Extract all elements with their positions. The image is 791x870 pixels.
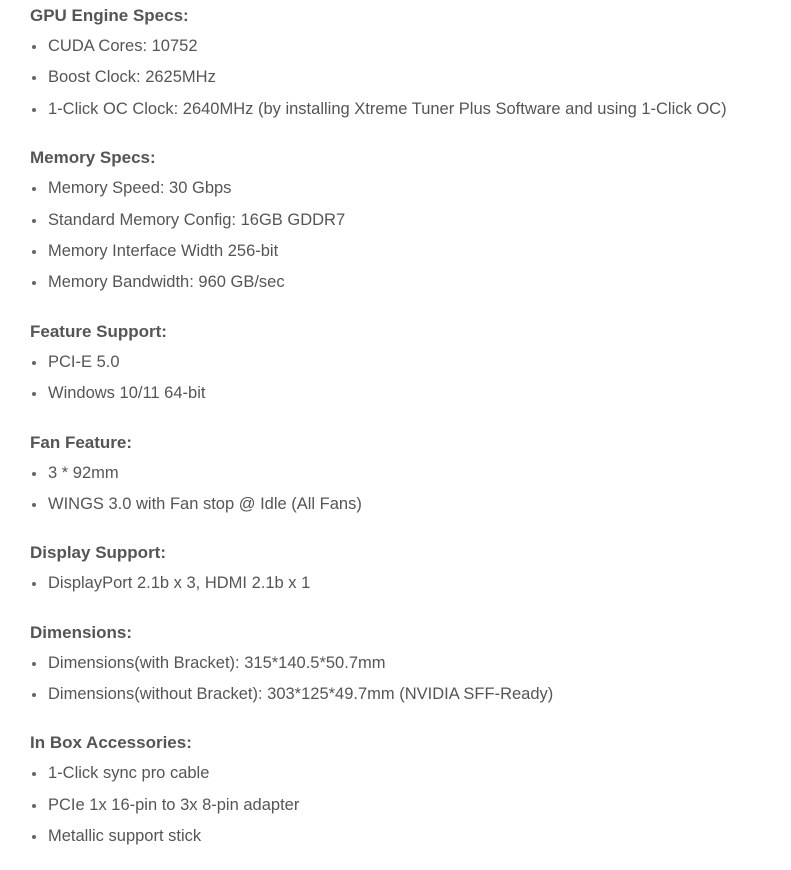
bullet-icon bbox=[32, 582, 36, 586]
section-heading: GPU Engine Specs: bbox=[30, 6, 189, 25]
spec-text: Memory Speed: 30 Gbps bbox=[48, 179, 232, 198]
spec-text: Memory Bandwidth: 960 GB/sec bbox=[48, 273, 285, 292]
list-item bbox=[30, 458, 785, 489]
spec-list bbox=[30, 347, 785, 410]
section-heading: In Box Accessories: bbox=[30, 733, 192, 753]
bullet-icon bbox=[32, 108, 36, 112]
spec-list bbox=[30, 31, 785, 125]
spec-text: 1-Click sync pro cable bbox=[48, 764, 210, 783]
spec-text: Dimensions(with Bracket): 315*140.5*50.7mm bbox=[48, 653, 386, 672]
spec-list bbox=[30, 568, 785, 599]
section-heading: Dimensions: bbox=[30, 622, 133, 642]
list-item bbox=[30, 31, 785, 62]
bullet-icon bbox=[32, 187, 36, 191]
list-item bbox=[30, 568, 785, 599]
spec-text: WINGS 3.0 with Fan stop @ Idle (All Fans) bbox=[48, 494, 362, 513]
bullet-icon bbox=[32, 835, 36, 839]
spec-text: Memory Interface Width 256-bit bbox=[48, 241, 279, 260]
bullet-icon bbox=[32, 804, 36, 808]
spec-text: PCIe 1x 16-pin to 3x 8-pin adapter bbox=[48, 795, 300, 814]
bullet-icon bbox=[32, 693, 36, 697]
spec-text: 1-Click OC Clock: 2640MHz (by installing Xtreme Tuner Plus Software and using 1-Click OC) bbox=[48, 99, 727, 118]
list-item bbox=[30, 758, 785, 789]
bullet-icon bbox=[32, 219, 36, 223]
section-heading: Memory Specs: bbox=[30, 148, 156, 168]
spec-list bbox=[30, 758, 785, 852]
list-item bbox=[30, 648, 785, 679]
bullet-icon bbox=[32, 472, 36, 476]
list-item bbox=[30, 94, 785, 125]
spec-text: DisplayPort 2.1b x 3, HDMI 2.1b x 1 bbox=[48, 574, 311, 593]
section-heading: Fan Feature: bbox=[30, 432, 133, 452]
section-heading: Display Support: bbox=[30, 543, 167, 563]
spec-list bbox=[30, 648, 785, 711]
bullet-icon bbox=[32, 250, 36, 254]
bullet-icon bbox=[32, 503, 36, 507]
list-item bbox=[30, 267, 785, 298]
spec-text: 3 * 92mm bbox=[48, 463, 119, 482]
list-item bbox=[30, 790, 785, 821]
list-item bbox=[30, 821, 785, 852]
list-item bbox=[30, 205, 785, 236]
spec-text: Windows 10/11 64-bit bbox=[48, 384, 206, 403]
section-display-support bbox=[30, 537, 785, 599]
bullet-icon bbox=[32, 45, 36, 49]
list-item bbox=[30, 62, 785, 93]
section-in-box-accessories bbox=[30, 727, 785, 852]
section-heading: Feature Support: bbox=[30, 321, 167, 341]
list-item bbox=[30, 347, 785, 378]
bullet-icon bbox=[32, 76, 36, 80]
bullet-icon bbox=[32, 392, 36, 396]
list-item bbox=[30, 679, 785, 710]
section-dimensions bbox=[30, 617, 785, 711]
bullet-icon bbox=[32, 662, 36, 666]
spec-list bbox=[30, 458, 785, 521]
bullet-icon bbox=[32, 281, 36, 285]
spec-text: PCI-E 5.0 bbox=[48, 352, 120, 371]
spec-text: Dimensions(without Bracket): 303*125*49.7mm (NVIDIA SFF-Ready) bbox=[48, 685, 554, 704]
section-gpu-engine-specs bbox=[30, 0, 785, 125]
bullet-icon bbox=[32, 361, 36, 365]
spec-text: Standard Memory Config: 16GB GDDR7 bbox=[48, 210, 346, 229]
section-feature-support bbox=[30, 316, 785, 410]
list-item bbox=[30, 489, 785, 520]
spec-text: CUDA Cores: 10752 bbox=[48, 37, 198, 55]
bullet-icon bbox=[32, 772, 36, 776]
spec-text: Metallic support stick bbox=[48, 827, 202, 846]
list-item bbox=[30, 236, 785, 267]
spec-list bbox=[30, 173, 785, 299]
list-item bbox=[30, 378, 785, 409]
list-item bbox=[30, 173, 785, 204]
spec-text: Boost Clock: 2625MHz bbox=[48, 68, 216, 87]
section-memory-specs bbox=[30, 142, 785, 299]
section-fan-feature bbox=[30, 427, 785, 521]
spec-sheet bbox=[30, 0, 785, 870]
